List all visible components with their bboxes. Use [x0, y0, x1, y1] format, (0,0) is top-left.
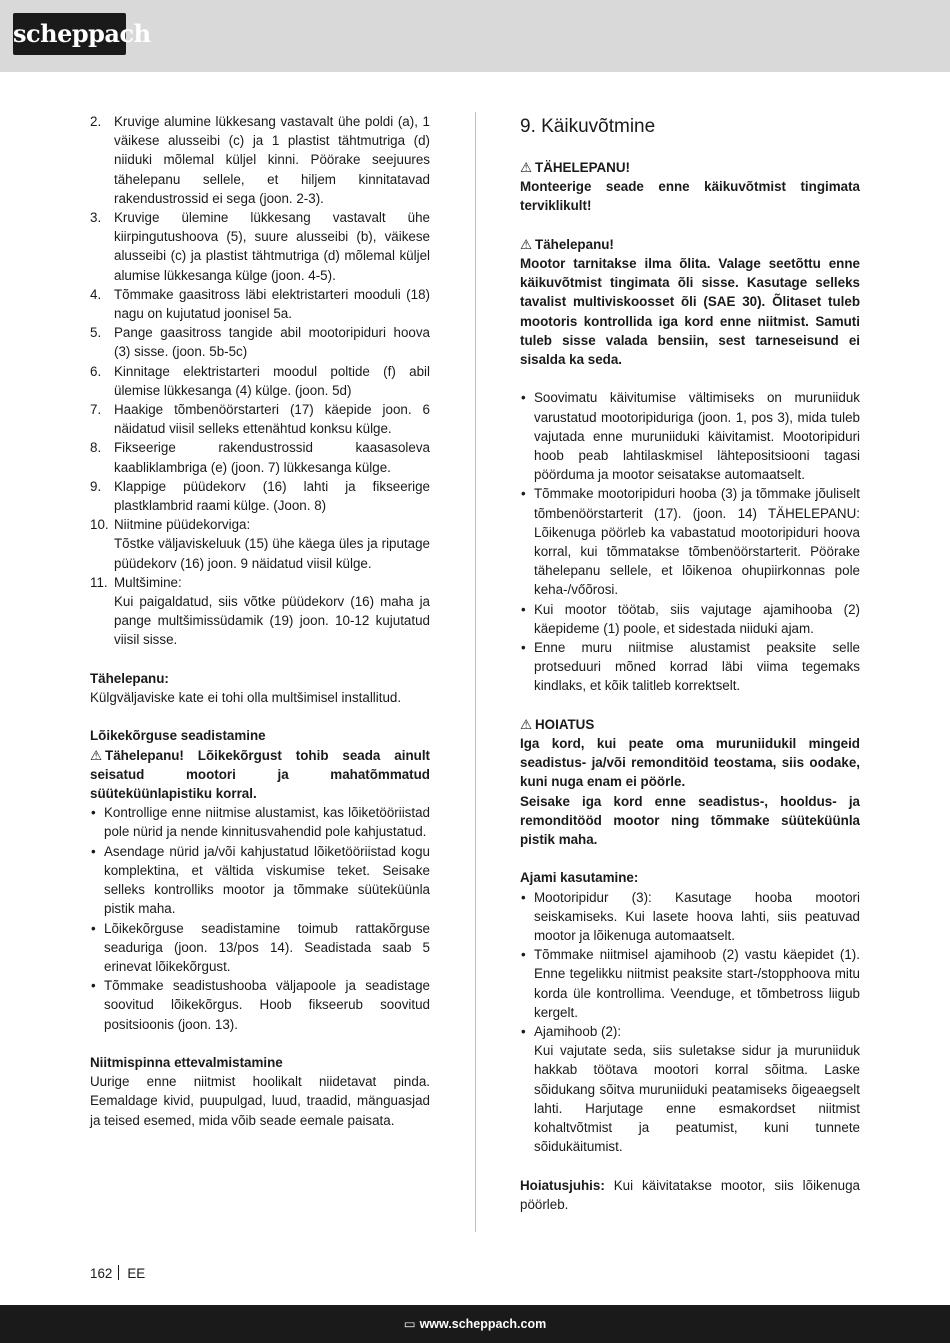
drive-title: Ajami kasutamine: [520, 870, 639, 886]
list-item: • Lõikekõrguse seadistamine toimub rattakõrguse seaduriga (joon. 13/pos 14). Seadistada saab 5 erinevat lõikekõrgust. [90, 919, 430, 977]
scheppach-logo: scheppach [13, 13, 126, 55]
assembly-steps [90, 112, 430, 650]
warning-triangle-icon: ⚠ [520, 160, 533, 175]
warning-text: Mootor tarnitakse ilma õlita. Valage seetõttu enne käikuvõtmist tingimata õli sisse. Kasutage selleks tavalist multiviskoosset õli (SAE 30). Õlitaset tuleb mootoris kontrollida iga kord enne niitmist. Samuti tuleb sisse valada bensiin, sest tarneseisund ei sisalda ka seda. [520, 256, 860, 368]
section-title: 9. Käikuvõtmine [520, 116, 656, 137]
drive-bullet-title: • Ajamihoob (2): [534, 1024, 622, 1040]
warning-triangle-icon: ⚠ [520, 716, 533, 732]
list-item: 10. Niitmine püüdekorviga: [90, 517, 251, 533]
warning-triangle-icon: ⚠ [520, 236, 533, 252]
list-item: 6. Kinnitage elektristarteri moodul poltide (f) abil ülemise lükkesanga (4) külge. (joon. 5d) [90, 363, 430, 398]
list-item: • Tõmmake niitmisel ajamihoob (2) vastu käepidet (1). Enne tegelikku niitmist peaksite start-/stopphoova mitu korda üle kontrollima. Veenduge, et tõmbetross liigub kergelt. [520, 945, 860, 1022]
left-column [90, 112, 430, 1130]
list-item: 3. Kruvige ülemine lükkesang vastavalt ühe kiirpingutushoova (5), suure alusseibi (b), väikese alusseibi (c) ja plastist tähtmutriga (d) mõlemal küljel alumise lükkesanga külge (joon. 4-5). [90, 210, 430, 283]
hoiatus-text: Iga kord, kui peate oma muruniidukil mingeid seadistus- ja/või remonditöid teostama, siis oodake, kuni nuga enam ei pöörle. [520, 736, 860, 790]
page-footer [0, 1305, 950, 1343]
list-item: • Enne muru niitmise alustamist peaksite selle protseduuri mõned korrad läbi viima tegemaks kindlaks, et kõik talitleb korrektselt. [520, 638, 860, 696]
list-item: 5. Pange gaasitross tangide abil mootoripiduri hoova (3) sisse. (joon. 5b-5c) [90, 325, 430, 360]
column-divider [475, 112, 476, 1232]
list-item: 9. Klappige püüdekorv (16) lahti ja fikseerige plastklambrid raami külge. (Joon. 8) [90, 478, 430, 514]
warning-title: ⚠ Tähelepanu! [520, 235, 860, 254]
mowing-area-title: Niitmispinna ettevalmistamine [90, 1054, 283, 1070]
cut-height-title: Lõikekõrguse seadistamine [90, 728, 266, 744]
list-item: • Mootoripidur (3): Kasutage hooba mootori seiskamiseks. Kui lasete hoova lahti, siis peatuvad mootor ja lõikenuga automaatselt. [520, 888, 860, 946]
drive-bullet-text: Kui vajutate seda, siis suletakse sidur ja muruniiduk hakkab töötava mootori korral sõitma. Laske sõidukang sõitva muruniiduki peatamiseks õigeaegselt lahti. Harjutage enne esmakordset niitmist kohaltvõtmist ja peatumist, kuni tunnete sõidukäitumist. [534, 1043, 860, 1155]
list-item: • Soovimatu käivitumise vältimiseks on muruniiduk varustatud mootoripiduriga (joon. 1, pos 3), mida tuleb vajutada enne muruniiduki käivitamist. Mootoripiduri hoob peab lahtilaskmisel lähtepositsiooni tagasi pöörduma ja mootor seisatakse automaatselt. [520, 388, 860, 484]
list-item: 4. Tõmmake gaasitross läbi elektristarteri mooduli (18) nagu on kujutatud joonisel 5a. [90, 286, 430, 322]
list-item: • Tõmmake seadistushooba väljapoole ja seadistage soovitud lõikekõrgus. Hoob fikseerub soovitud positsioonis (joon. 13). [90, 976, 430, 1034]
list-item: 8. Fikseerige rakendustrossid kaasasoleva kaabliklambriga (e) (joon. 7) lükkesanga külge. [90, 440, 430, 475]
list-item: 2. Kruvige alumine lükkesang vastavalt ühe poldi (a), 1 väikese alusseibi (c) ja 1 plastist tähtmutriga (d) niiduki mõlemal küljel kinni. Pöörake seejuures tähelepanu sellele, et hiljem kinnitatavad rakendustrossid ei sega (joon. 2-3). [90, 114, 430, 206]
note-title: Tähelepanu: [90, 670, 169, 686]
page-number: 162 EE [90, 1266, 146, 1281]
warning-text: Monteerige seade enne käikuvõtmist tingimata terviklikult! [520, 179, 860, 214]
list-item: 7. Haakige tõmbenöörstarteri (17) käepide joon. 6 näidatud viisil selleks ettenähtud konksu külge. [90, 402, 430, 437]
list-item: 11. Multšimine: [90, 574, 182, 590]
list-item: • Kontrollige enne niitmise alustamist, kas lõiketööriistad pole nürid ja nende kinnitusvahendid pole kahjustatud. [90, 803, 430, 841]
list-item [520, 1022, 860, 1156]
right-column [520, 112, 860, 1214]
page-separator [118, 1265, 119, 1280]
warning-triangle-icon: ⚠ [90, 747, 103, 763]
hoiatus-text: Seisake iga kord enne seadistus-, hooldus- ja remonditööd mootor ning tõmmake süüteküünla pistik maha. [520, 793, 860, 848]
website-url: www.scheppach.com [419, 1317, 547, 1331]
page-header [0, 0, 950, 72]
list-item: Kui paigaldatud, siis võtke püüdekorv (16) maha ja pange multšimissüdamik (19) joon. 10-12 kujutatud viisil sisse. [114, 594, 430, 648]
note-text: Külgväljaviske kate ei tohi olla multšimisel installitud. [90, 690, 402, 706]
cut-height-warning: ⚠ Tähelepanu! Lõikekõrgust tohib seada ainult seisatud mootori ja mahatõmmatud süüteküünlapistiku korral. [90, 747, 430, 802]
mowing-area-text: Uurige enne niitmist hoolikalt niidetavat pinda. Eemaldage kivid, puupulgad, luud, traadid, mänguasjad ja teised esemed, mida võib seade eemale paisata. [90, 1074, 430, 1128]
list-item: Tõstke väljaviskeluuk (15) ühe käega üles ja riputage püüdekorv (16) joon. 9 näidatud viisil külge. [114, 536, 430, 571]
list-item: • Asendage nürid ja/või kahjustatud lõiketööriistad kogu komplektina, et vältida viskumise teket. Seisake selleks kontrolliks mootor ja tõmmake süüteküünla pistik maha. [90, 842, 430, 919]
hoiatus-title: ⚠ HOIATUS [520, 715, 860, 734]
warning-title: ⚠ TÄHELEPANU! [520, 158, 860, 177]
monitor-icon: ▭ [403, 1317, 416, 1331]
list-item: • Kui mootor töötab, siis vajutage ajamihooba (2) käepideme (1) poole, et sidestada niiduki ajam. [520, 600, 860, 638]
final-note: Hoiatusjuhis: Kui käivitatakse mootor, siis lõikenuga pöörleb. [520, 1177, 860, 1212]
list-item: • Tõmmake mootoripiduri hooba (3) ja tõmmake jõuliselt tõmbenöörstarterit (17). (joon. 14) TÄHELEPANU: Lõikenuga pöörleb ka vabastatud mootoripiduri hoova korral, kui tõmmatakse tõmbenöörstarterit. Pöörake tähelepanu sellele, et lõikenoa ohupiirkonnas pole keha-/vőõrosi. [520, 484, 860, 599]
